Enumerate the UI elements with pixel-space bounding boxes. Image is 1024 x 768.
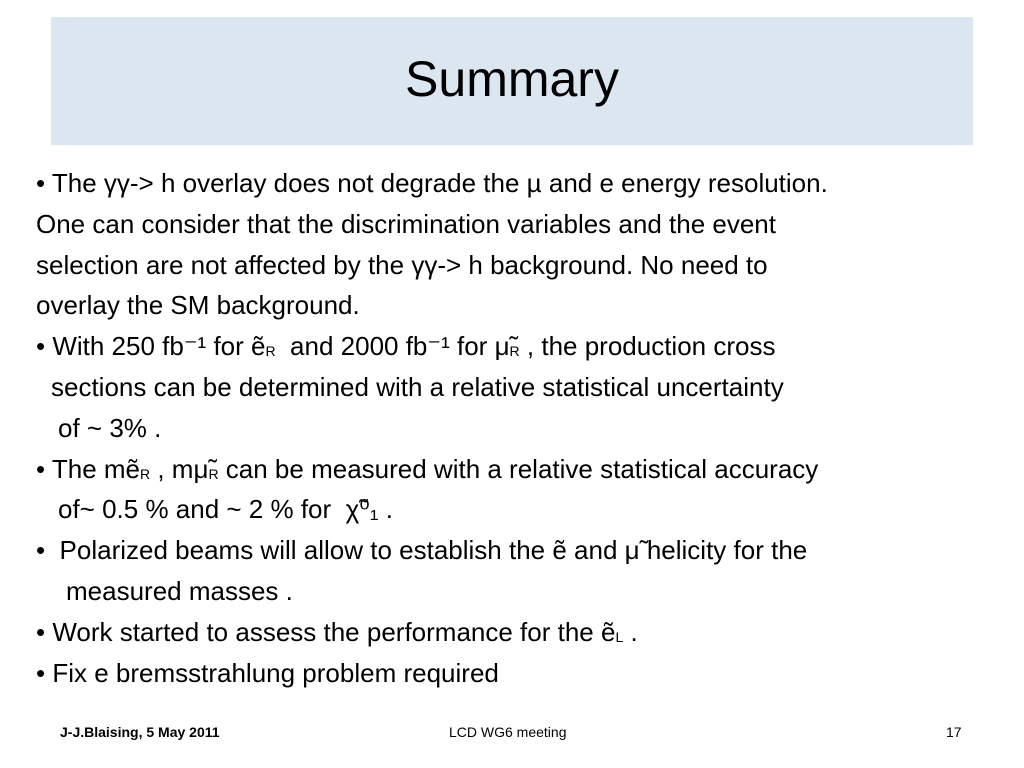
bullet-mass-line-2 — [36, 489, 996, 530]
subscript: L — [615, 628, 624, 645]
text-run: . — [623, 616, 638, 647]
text-run: • Work started to assess the performance for the ẽ — [36, 616, 616, 647]
text-run: of~ 0.5 % and ~ 2 % for χ̃⁰₁ . — [58, 494, 393, 525]
bullet-mass-line-1 — [36, 449, 996, 490]
footer-meeting: LCD WG6 meeting — [449, 724, 567, 740]
text-run: One can consider that the discrimination variables and the event — [36, 208, 776, 239]
bullet-work-started — [36, 612, 996, 653]
text-run: • Fix e bremsstrahlung problem required — [36, 657, 499, 688]
bullet-overlay-line-4 — [36, 285, 996, 326]
footer-author-date: J-J.Blaising, 5 May 2011 — [60, 724, 220, 740]
text-run: overlay the SM background. — [36, 290, 360, 321]
title-banner — [51, 17, 973, 145]
bullet-overlay-line-1 — [36, 163, 996, 204]
subscript: R — [140, 465, 151, 482]
text-run: can be measured with a relative statistical accuracy — [218, 453, 819, 484]
bullet-cross-section-line-1 — [36, 326, 996, 367]
text-run: • Polarized beams will allow to establish the ẽ and μ̃ helicity for the — [36, 535, 808, 566]
bullet-overlay-line-2 — [36, 204, 996, 245]
bullet-bremsstrahlung — [36, 653, 996, 694]
text-run: , the production cross — [519, 331, 776, 362]
footer-page-number: 17 — [946, 724, 962, 740]
text-run: and 2000 fb⁻¹ for μ̃ — [275, 331, 510, 362]
bullet-polarized-line-1 — [36, 530, 996, 571]
bullet-polarized-line-2 — [36, 571, 996, 612]
text-run: sections can be determined with a relative statistical uncertainty — [51, 371, 784, 402]
slide-title: Summary — [405, 51, 619, 107]
text-run: selection are not affected by the γγ-> h background. No need to — [36, 249, 768, 280]
subscript: R — [208, 465, 219, 482]
subscript: R — [265, 343, 276, 360]
bullet-overlay-line-3 — [36, 245, 996, 286]
slide-body — [36, 163, 996, 693]
text-run: of ~ 3% . — [58, 412, 162, 443]
text-run: , mμ̃ — [150, 453, 209, 484]
bullet-cross-section-line-2 — [36, 367, 996, 408]
text-run: measured masses . — [66, 575, 293, 606]
text-run: • With 250 fb⁻¹ for ẽ — [36, 331, 266, 362]
bullet-cross-section-line-3 — [36, 408, 996, 449]
text-run: • The γγ-> h overlay does not degrade the µ and e energy resolution. — [36, 168, 828, 198]
subscript: R — [509, 343, 520, 360]
text-run: • The mẽ — [36, 453, 140, 484]
